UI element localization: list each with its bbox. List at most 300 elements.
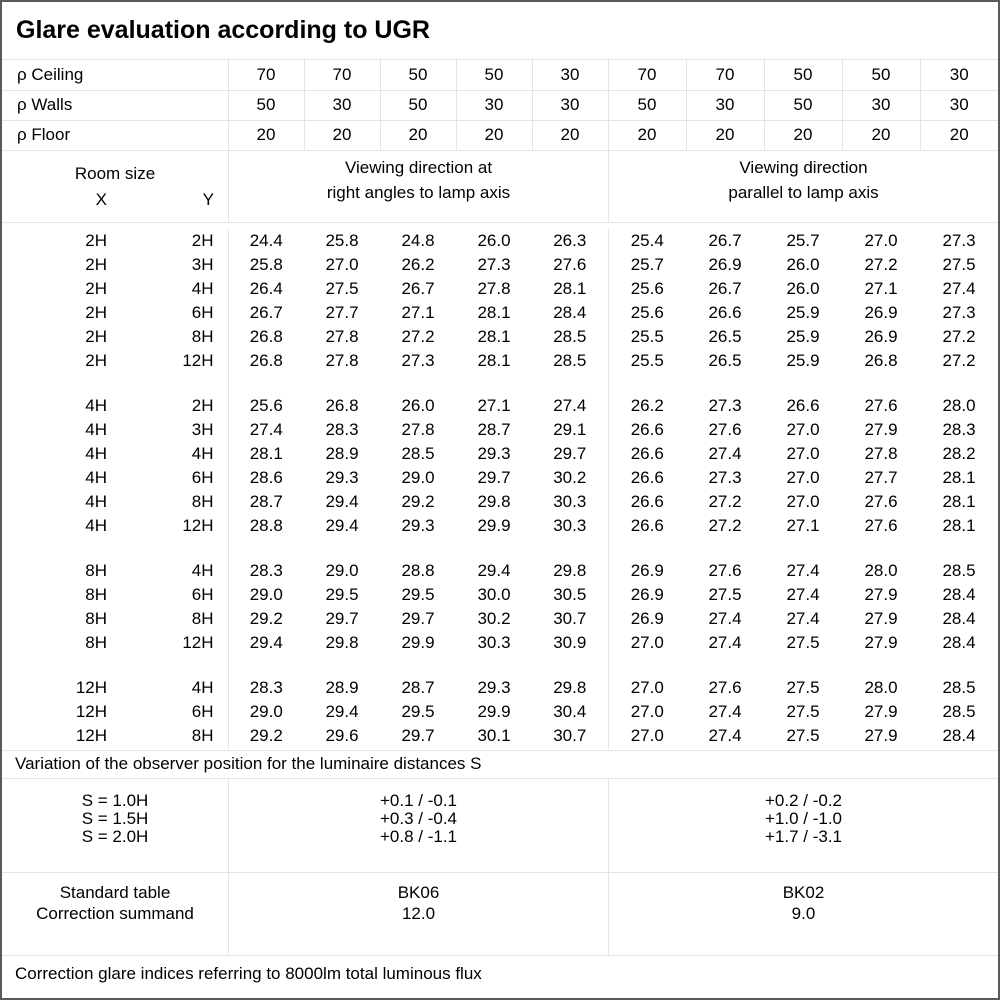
reflectance-value-cell: 20 — [532, 120, 608, 150]
reflectance-row — [2, 90, 998, 120]
block-gap-cell — [532, 538, 608, 559]
block-gap-cell — [920, 655, 998, 676]
block-gap-cell — [380, 655, 456, 676]
ugr-data-row — [2, 442, 998, 466]
ugr-value-cell: 28.9 — [325, 677, 359, 697]
block-gap-cell — [228, 538, 304, 559]
room-size-x-cell: 4H — [85, 467, 107, 487]
ugr-value-cell: 29.7 — [401, 608, 435, 628]
observer-distance-block — [2, 779, 998, 873]
ugr-value-cell: 29.8 — [553, 560, 587, 580]
ugr-value-cell: 26.6 — [708, 302, 742, 322]
block-gap-cell — [456, 655, 532, 676]
ugr-value-cell: 29.7 — [553, 443, 587, 463]
ugr-value-cell: 28.5 — [942, 701, 976, 721]
ugr-value-cell: 25.9 — [786, 326, 820, 346]
reflectance-value-cell: 30 — [842, 90, 920, 120]
s-labels-column — [2, 779, 228, 872]
ugr-data-row — [2, 514, 998, 538]
ugr-value-cell: 28.4 — [553, 302, 587, 322]
ugr-value-cell: 28.1 — [477, 302, 511, 322]
block-gap-cell — [2, 538, 112, 559]
block-gap-cell — [2, 655, 112, 676]
ugr-value-cell: 28.4 — [942, 632, 976, 652]
room-size-y-cell: 12H — [182, 632, 214, 652]
x-column-label: X — [95, 189, 107, 209]
ugr-value-cell: 29.6 — [325, 725, 359, 745]
s-corrections-right-angles — [228, 779, 608, 872]
ugr-value-cell: 26.9 — [608, 607, 686, 631]
title-bar — [2, 2, 998, 60]
block-gap-cell — [608, 373, 686, 394]
ugr-value-cell: 28.5 — [553, 326, 587, 346]
ugr-value-cell: 25.6 — [228, 394, 304, 418]
standard-values-right-angles — [228, 873, 608, 955]
s-corrections-parallel — [608, 779, 998, 872]
block-gap-cell — [112, 538, 228, 559]
ugr-value-cell: 26.3 — [553, 230, 587, 250]
ugr-value-cell: 27.6 — [864, 395, 898, 415]
ugr-value-cell: 27.0 — [864, 230, 898, 250]
ugr-value-cell: 27.1 — [401, 302, 435, 322]
standard-labels-column — [2, 873, 228, 955]
reflectance-value-cell: 30 — [686, 90, 764, 120]
ugr-value-cell: 24.8 — [401, 230, 435, 250]
s-label: S = 1.5H — [81, 808, 149, 828]
footer-note-row — [2, 956, 998, 999]
ugr-value-cell: 27.0 — [608, 700, 686, 724]
ugr-value-cell: 27.1 — [786, 515, 820, 535]
block-gap-cell — [842, 655, 920, 676]
reflectance-value-cell: 70 — [228, 60, 304, 90]
room-size-x-cell: 8H — [85, 608, 107, 628]
reflectance-value-cell: 50 — [842, 60, 920, 90]
room-size-x-cell: 12H — [75, 725, 107, 745]
ugr-value-cell: 25.8 — [325, 230, 359, 250]
block-gap-cell — [304, 373, 380, 394]
ugr-value-cell: 30.2 — [553, 467, 587, 487]
ugr-value-cell: 29.2 — [401, 491, 435, 511]
ugr-value-cell: 27.5 — [786, 632, 820, 652]
reflectance-row-label: ρ Walls — [2, 90, 228, 120]
ugr-value-cell: 27.5 — [786, 701, 820, 721]
ugr-value-cell: 27.0 — [608, 724, 686, 748]
ugr-value-cell: 29.5 — [325, 584, 359, 604]
ugr-value-cell: 26.4 — [228, 277, 304, 301]
ugr-value-cell: 26.6 — [786, 395, 820, 415]
ugr-value-cell: 29.4 — [477, 560, 511, 580]
ugr-value-cell: 27.4 — [708, 701, 742, 721]
block-gap-cell — [842, 538, 920, 559]
room-size-y-cell: 6H — [191, 467, 214, 487]
ugr-value-cell: 28.0 — [864, 560, 898, 580]
ugr-value-cell: 25.8 — [228, 253, 304, 277]
ugr-value-cell: 27.5 — [786, 677, 820, 697]
ugr-value-cell: 26.9 — [608, 583, 686, 607]
ugr-value-cell: 27.7 — [325, 302, 359, 322]
block-gap-cell — [686, 538, 764, 559]
room-size-y-cell: 4H — [191, 278, 214, 298]
standard-table-block — [2, 873, 998, 956]
block-gap-cell — [764, 538, 842, 559]
ugr-value-cell: 27.6 — [864, 515, 898, 535]
block-gap-cell — [842, 373, 920, 394]
reflectance-value-cell: 50 — [228, 90, 304, 120]
ugr-value-cell: 27.9 — [864, 632, 898, 652]
block-gap-cell — [920, 373, 998, 394]
ugr-value-cell: 27.2 — [942, 350, 976, 370]
y-column-label: Y — [202, 189, 214, 209]
ugr-value-cell: 30.5 — [553, 584, 587, 604]
ugr-value-cell: 27.5 — [708, 584, 742, 604]
room-size-y-cell: 12H — [182, 350, 214, 370]
ugr-data-row — [2, 229, 998, 253]
ugr-value-cell: 28.8 — [401, 560, 435, 580]
ugr-value-cell: 27.0 — [325, 254, 359, 274]
reflectance-value-cell: 20 — [304, 120, 380, 150]
ugr-value-cell: 26.9 — [864, 302, 898, 322]
ugr-value-cell: 29.8 — [553, 677, 587, 697]
ugr-value-cell: 29.8 — [477, 491, 511, 511]
room-size-y-cell: 8H — [191, 608, 214, 628]
room-size-y-cell: 8H — [191, 326, 214, 346]
column-header-row — [2, 151, 998, 223]
ugr-value-cell: 28.1 — [477, 326, 511, 346]
ugr-value-cell: 27.4 — [228, 418, 304, 442]
group2-header-line2: parallel to lamp axis — [728, 182, 879, 202]
ugr-value-cell: 27.6 — [864, 491, 898, 511]
standard-table-value: BK02 — [782, 882, 825, 902]
block-gap-cell — [920, 538, 998, 559]
ugr-value-cell: 27.8 — [325, 350, 359, 370]
ugr-value-cell: 28.3 — [942, 419, 976, 439]
ugr-value-cell: 27.0 — [786, 443, 820, 463]
reflectance-value-cell: 30 — [532, 90, 608, 120]
reflectance-value-cell: 20 — [764, 120, 842, 150]
ugr-value-cell: 28.3 — [228, 559, 304, 583]
block-gap-cell — [112, 655, 228, 676]
block-gap-cell — [686, 655, 764, 676]
room-size-y-cell: 3H — [191, 254, 214, 274]
room-size-x-cell: 8H — [85, 632, 107, 652]
ugr-value-cell: 29.1 — [553, 419, 587, 439]
s-correction-value: +0.3 / -0.4 — [379, 808, 458, 828]
ugr-value-cell: 27.6 — [708, 560, 742, 580]
standard-table-label: Standard table — [59, 882, 171, 902]
ugr-value-cell: 27.8 — [864, 443, 898, 463]
ugr-value-cell: 27.9 — [864, 419, 898, 439]
ugr-value-cell: 27.9 — [864, 608, 898, 628]
reflectance-row — [2, 120, 998, 150]
ugr-value-cell: 24.4 — [228, 229, 304, 253]
standard-values-parallel — [608, 873, 998, 955]
ugr-value-cell: 26.6 — [608, 514, 686, 538]
ugr-data-row — [2, 490, 998, 514]
ugr-value-cell: 27.9 — [864, 701, 898, 721]
reflectance-value-cell: 30 — [456, 90, 532, 120]
ugr-value-cell: 26.0 — [786, 278, 820, 298]
ugr-data-row — [2, 583, 998, 607]
ugr-value-cell: 29.9 — [401, 632, 435, 652]
block-gap-cell — [304, 538, 380, 559]
ugr-value-cell: 29.9 — [477, 701, 511, 721]
reflectance-value-cell: 30 — [920, 90, 998, 120]
ugr-value-cell: 28.4 — [942, 608, 976, 628]
xy-header — [2, 187, 228, 213]
ugr-value-cell: 27.9 — [864, 725, 898, 745]
viewing-direction-right-angles-header — [228, 151, 608, 222]
block-gap-cell — [686, 373, 764, 394]
ugr-value-cell: 30.3 — [553, 515, 587, 535]
ugr-value-cell: 28.0 — [942, 395, 976, 415]
correction-summand-label: Correction summand — [36, 903, 194, 923]
ugr-value-cell: 26.6 — [608, 490, 686, 514]
room-size-label: Room size — [74, 163, 156, 183]
s-label: S = 1.0H — [81, 790, 149, 810]
ugr-value-cell: 27.6 — [708, 677, 742, 697]
room-size-header — [2, 151, 228, 222]
reflectance-value-cell: 50 — [764, 90, 842, 120]
ugr-value-cell: 29.7 — [477, 467, 511, 487]
block-gap-cell — [2, 373, 112, 394]
ugr-value-cell: 28.5 — [553, 350, 587, 370]
ugr-value-cell: 27.4 — [786, 584, 820, 604]
reflectance-value-cell: 70 — [608, 60, 686, 90]
block-gap-cell — [532, 655, 608, 676]
room-size-y-cell: 6H — [191, 302, 214, 322]
room-size-y-cell: 8H — [191, 491, 214, 511]
ugr-value-cell: 27.8 — [325, 326, 359, 346]
ugr-value-cell: 29.5 — [401, 701, 435, 721]
ugr-value-cell: 29.2 — [228, 724, 304, 748]
ugr-value-cell: 29.5 — [401, 584, 435, 604]
viewing-direction-parallel-header — [608, 151, 998, 222]
room-size-y-cell: 6H — [191, 584, 214, 604]
variation-note-row — [2, 751, 998, 779]
ugr-value-cell: 29.7 — [401, 725, 435, 745]
ugr-value-cell: 29.4 — [325, 515, 359, 535]
ugr-value-cell: 27.0 — [786, 419, 820, 439]
reflectance-row — [2, 60, 998, 90]
page-title: Glare evaluation according to UGR — [16, 16, 430, 44]
ugr-value-cell: 27.8 — [477, 278, 511, 298]
room-size-x-cell: 4H — [85, 395, 107, 415]
s-correction-value: +0.1 / -0.1 — [379, 790, 458, 810]
ugr-values-table — [2, 229, 998, 748]
reflectance-value-cell: 20 — [842, 120, 920, 150]
reflectance-value-cell: 20 — [920, 120, 998, 150]
room-size-y-cell: 4H — [191, 677, 214, 697]
ugr-data-row — [2, 631, 998, 655]
ugr-value-cell: 27.3 — [477, 254, 511, 274]
room-size-y-cell: 8H — [191, 725, 214, 745]
ugr-value-cell: 27.1 — [477, 395, 511, 415]
ugr-value-cell: 26.9 — [708, 254, 742, 274]
ugr-value-cell: 25.6 — [608, 301, 686, 325]
ugr-data-row — [2, 700, 998, 724]
ugr-value-cell: 27.2 — [401, 326, 435, 346]
ugr-value-cell: 27.4 — [708, 443, 742, 463]
reflectance-value-cell: 30 — [532, 60, 608, 90]
ugr-value-cell: 26.0 — [477, 230, 511, 250]
ugr-value-cell: 25.7 — [786, 230, 820, 250]
reflectance-value-cell: 20 — [686, 120, 764, 150]
ugr-value-cell: 27.6 — [708, 419, 742, 439]
room-size-x-cell: 2H — [85, 350, 107, 370]
ugr-value-cell: 28.7 — [228, 490, 304, 514]
reflectance-value-cell: 50 — [456, 60, 532, 90]
reflectance-row-label: ρ Floor — [2, 120, 228, 150]
room-size-y-cell: 4H — [191, 560, 214, 580]
ugr-value-cell: 27.4 — [786, 560, 820, 580]
reflectance-value-cell: 20 — [228, 120, 304, 150]
ugr-value-cell: 26.7 — [708, 230, 742, 250]
ugr-value-cell: 26.9 — [608, 559, 686, 583]
ugr-value-cell: 26.0 — [401, 395, 435, 415]
ugr-value-cell: 28.3 — [325, 419, 359, 439]
block-gap-cell — [228, 373, 304, 394]
ugr-value-cell: 30.0 — [477, 584, 511, 604]
group1-header-line2: right angles to lamp axis — [326, 182, 511, 202]
ugr-value-cell: 28.9 — [325, 443, 359, 463]
block-gap-cell — [456, 538, 532, 559]
room-size-x-cell: 12H — [75, 677, 107, 697]
reflectance-value-cell: 20 — [456, 120, 532, 150]
reflectance-value-cell: 50 — [380, 60, 456, 90]
ugr-value-cell: 26.8 — [325, 395, 359, 415]
ugr-value-cell: 27.3 — [942, 302, 976, 322]
block-gap-cell — [456, 373, 532, 394]
ugr-value-cell: 26.7 — [708, 278, 742, 298]
ugr-value-cell: 30.7 — [553, 608, 587, 628]
ugr-value-cell: 27.2 — [864, 254, 898, 274]
ugr-value-cell: 28.1 — [942, 515, 976, 535]
ugr-data-row — [2, 325, 998, 349]
block-gap-cell — [112, 373, 228, 394]
ugr-data-row — [2, 394, 998, 418]
ugr-value-cell: 26.7 — [228, 301, 304, 325]
ugr-value-cell: 28.8 — [228, 514, 304, 538]
ugr-value-cell: 28.5 — [401, 443, 435, 463]
ugr-value-cell: 28.4 — [942, 725, 976, 745]
ugr-value-cell: 29.3 — [477, 677, 511, 697]
s-correction-value: +0.2 / -0.2 — [764, 790, 843, 810]
ugr-data-row — [2, 301, 998, 325]
room-size-x-cell: 4H — [85, 419, 107, 439]
correction-summand-value: 9.0 — [791, 903, 816, 923]
ugr-value-cell: 29.9 — [477, 515, 511, 535]
standard-table-value: BK06 — [397, 882, 440, 902]
room-size-x-cell: 4H — [85, 491, 107, 511]
ugr-value-cell: 27.3 — [708, 395, 742, 415]
room-size-x-cell: 8H — [85, 584, 107, 604]
ugr-value-cell: 28.1 — [477, 350, 511, 370]
ugr-value-cell: 29.7 — [325, 608, 359, 628]
ugr-value-cell: 27.5 — [325, 278, 359, 298]
group2-header-line1: Viewing direction — [739, 157, 868, 177]
ugr-value-cell: 28.0 — [864, 677, 898, 697]
ugr-data-row — [2, 724, 998, 748]
ugr-value-cell: 25.6 — [608, 277, 686, 301]
room-size-x-cell: 4H — [85, 443, 107, 463]
s-label: S = 2.0H — [81, 826, 149, 846]
block-gap-row — [2, 538, 998, 559]
ugr-value-cell: 26.5 — [708, 326, 742, 346]
ugr-value-cell: 27.4 — [708, 608, 742, 628]
ugr-value-cell: 29.0 — [228, 700, 304, 724]
ugr-value-cell: 30.7 — [553, 725, 587, 745]
ugr-value-cell: 29.0 — [325, 560, 359, 580]
ugr-value-cell: 26.0 — [786, 254, 820, 274]
ugr-value-cell: 27.0 — [608, 631, 686, 655]
ugr-value-cell: 27.3 — [708, 467, 742, 487]
group1-header-line1: Viewing direction at — [344, 157, 493, 177]
ugr-value-cell: 27.0 — [786, 467, 820, 487]
room-size-x-cell: 2H — [85, 302, 107, 322]
ugr-value-cell: 29.4 — [325, 491, 359, 511]
ugr-value-cell: 27.2 — [942, 326, 976, 346]
ugr-value-cell: 29.2 — [228, 607, 304, 631]
ugr-value-cell: 29.3 — [477, 443, 511, 463]
ugr-data-row — [2, 418, 998, 442]
block-gap-cell — [608, 655, 686, 676]
reflectance-table — [2, 60, 998, 151]
block-gap-cell — [228, 655, 304, 676]
reflectance-value-cell: 50 — [380, 90, 456, 120]
block-gap-row — [2, 655, 998, 676]
room-size-x-cell: 2H — [85, 254, 107, 274]
ugr-value-cell: 25.5 — [608, 349, 686, 373]
ugr-value-cell: 30.1 — [477, 725, 511, 745]
ugr-value-cell: 27.0 — [608, 676, 686, 700]
ugr-value-cell: 27.4 — [708, 632, 742, 652]
block-gap-row — [2, 373, 998, 394]
ugr-value-cell: 30.2 — [477, 608, 511, 628]
ugr-data-row — [2, 349, 998, 373]
ugr-value-cell: 27.9 — [864, 584, 898, 604]
ugr-value-cell: 26.6 — [608, 418, 686, 442]
ugr-value-cell: 27.1 — [864, 278, 898, 298]
ugr-value-cell: 25.5 — [608, 325, 686, 349]
ugr-data-row — [2, 559, 998, 583]
ugr-value-cell: 29.0 — [401, 467, 435, 487]
ugr-values-area — [2, 223, 998, 751]
ugr-value-cell: 30.9 — [553, 632, 587, 652]
ugr-data-row — [2, 607, 998, 631]
ugr-value-cell: 27.6 — [553, 254, 587, 274]
ugr-value-cell: 26.6 — [608, 466, 686, 490]
room-size-x-cell: 2H — [85, 230, 107, 250]
ugr-value-cell: 29.4 — [325, 701, 359, 721]
ugr-value-cell: 30.4 — [553, 701, 587, 721]
room-size-y-cell: 6H — [191, 701, 214, 721]
room-size-x-cell: 2H — [85, 278, 107, 298]
ugr-value-cell: 26.8 — [228, 325, 304, 349]
ugr-value-cell: 27.3 — [401, 350, 435, 370]
ugr-value-cell: 30.3 — [477, 632, 511, 652]
room-size-x-cell: 8H — [85, 560, 107, 580]
ugr-value-cell: 28.1 — [228, 442, 304, 466]
ugr-value-cell: 28.1 — [942, 491, 976, 511]
ugr-value-cell: 27.8 — [401, 419, 435, 439]
ugr-value-cell: 25.9 — [786, 302, 820, 322]
ugr-value-cell: 29.4 — [228, 631, 304, 655]
ugr-value-cell: 29.3 — [401, 515, 435, 535]
variation-note-text: Variation of the observer position for the luminaire distances S — [15, 754, 482, 773]
ugr-value-cell: 26.7 — [401, 278, 435, 298]
ugr-value-cell: 28.5 — [942, 560, 976, 580]
room-size-x-cell: 2H — [85, 326, 107, 346]
